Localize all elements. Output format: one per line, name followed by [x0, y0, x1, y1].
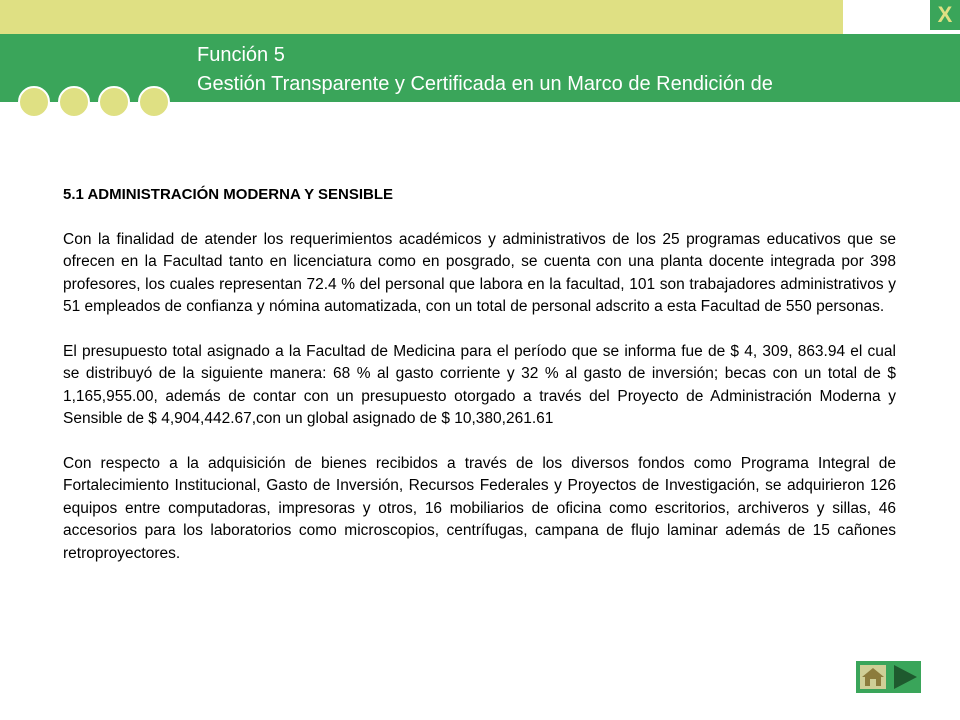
next-button[interactable] [887, 661, 921, 693]
dot-icon [98, 86, 130, 118]
home-icon [860, 665, 886, 689]
close-button[interactable]: X [930, 0, 960, 30]
dot-icon [138, 86, 170, 118]
paragraph-budget: El presupuesto total asignado a la Facultad de Medicina para el período que se informa fue de $ 4, 309, 863.94 el cual se distribuyó de la siguiente manera: 68 % al gasto corriente y 32 % al gasto de inversión; becas con un total de $ 1,165,955.00, además de contar con un presupuesto otorgado a través del Proyecto de Administración Moderna y Sensible de $ 4,904,442.67,con un global asignado de $ 10,380,261.61 [63, 342, 896, 427]
dot-icon [18, 86, 50, 118]
dot-icon [58, 86, 90, 118]
function-title: Función 5 [197, 44, 285, 66]
paragraph-staff: Con la finalidad de atender los requerimientos académicos y administrativos de los 25 programas educativos que se ofrecen en la Facultad tanto en licenciatura como en posgrado, se cuenta con una planta docente integrada por 398 profesores, los cuales representan 72.4 % del personal que labora en la facultad, 101 son trabajadores administrativos y 51 empleados de confianza y nómina automatizada, con un total de personal adscrito a esta Facultad de 550 personas. [63, 230, 896, 315]
function-subtitle: Gestión Transparente y Certificada en un Marco de Rendición de [197, 73, 773, 95]
home-icon-frame [860, 665, 886, 689]
top-strip [0, 0, 843, 34]
play-right-icon [887, 661, 921, 693]
home-button[interactable] [856, 661, 890, 693]
main-content [63, 184, 896, 587]
section-heading: 5.1 ADMINISTRACIÓN MODERNA Y SENSIBLE [63, 186, 394, 203]
paragraph-acquisitions: Con respecto a la adquisición de bienes recibidos a través de los diversos fondos como Programa Integral de Fortalecimiento Institucional, Gasto de Inversión, Recursos Federales y Proyectos de Investigación, se adquirieron 126 equipos entre computadoras, impresoras y otros, 16 mobiliarios de oficina como escritorios, archiveros y sillas, 46 accesorios para los laboratorios como microscopios, centrífugas, campana de flujo laminar además de 15 cañones retroproyectores. [63, 454, 896, 562]
